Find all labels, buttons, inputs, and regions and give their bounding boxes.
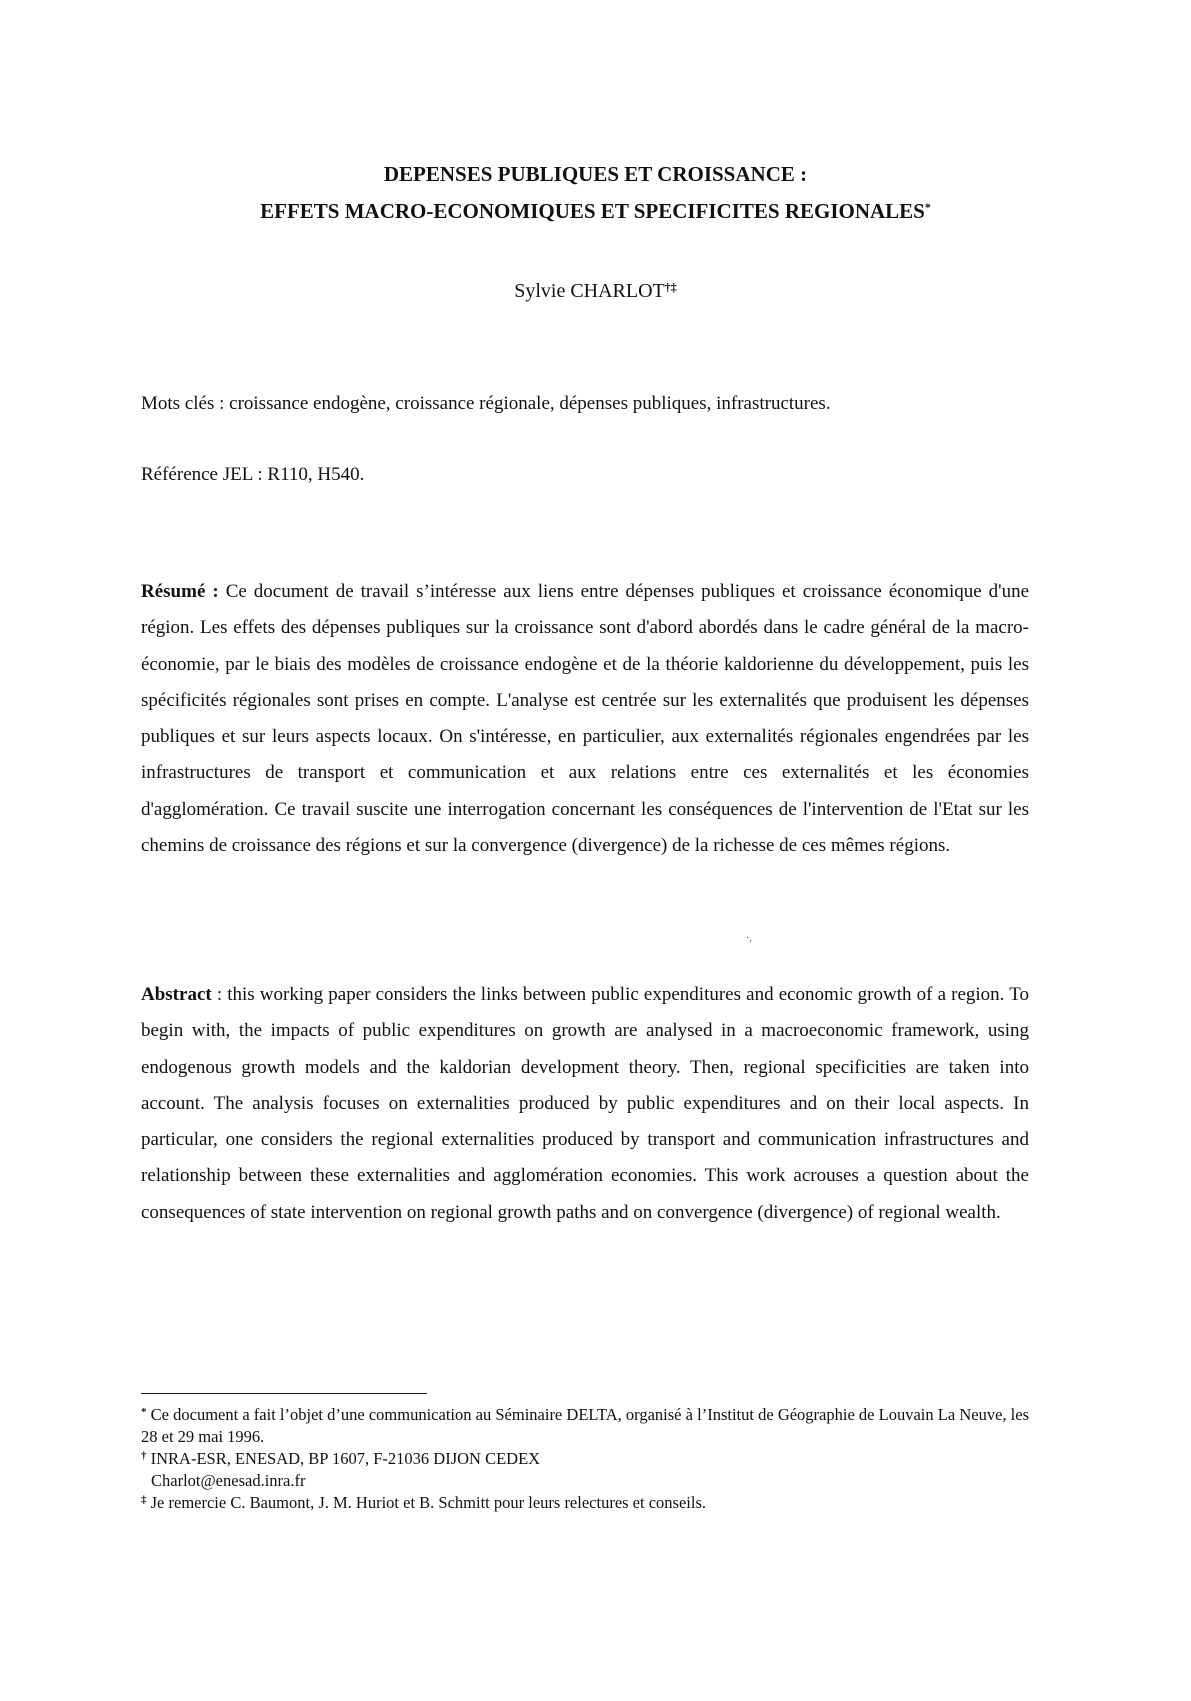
footnote-2 (141, 1448, 1029, 1470)
paper-title (0, 156, 1191, 230)
abstract-paragraph (141, 977, 1029, 1231)
footnote-2-email: Charlot@enesad.inra.fr (151, 1471, 306, 1490)
footnote-3 (141, 1492, 1029, 1514)
resume-paragraph (141, 574, 1029, 864)
abstract-text: : this working paper considers the links between public expenditures and economic growth of a region. To begin with, the impacts of public expenditures on growth are analysed in a macroeconomic framework, using endogenous growth models and the kaldorian development theory. Then, regional specificities are taken into account. The analysis focuses on externalities produced by public expenditures and on their local aspects. In particular, one considers the regional externalities produced by transport and communication infrastructures and relationship between these externalities and agglomération economies. This work acrouses a question about the consequences of state intervention on regional growth paths and on convergence (divergence) of regional wealth. (141, 984, 1029, 1223)
footnote-divider (141, 1393, 427, 1394)
footnote-3-text: Je remercie C. Baumont, J. M. Huriot et B. Schmitt pour leurs relectures et conseils. (146, 1493, 707, 1512)
resume-label: Résumé : (141, 581, 219, 602)
footnote-3-mark: ‡ (141, 1494, 147, 1506)
title-footnote-mark: * (924, 200, 931, 214)
footnote-1-text: Ce document a fait l’objet d’une communication au Séminaire DELTA, organisé à l’Institut de Géographie de Louvain La Neuve, les 28 et 29 mai 1996. (141, 1405, 1029, 1446)
jel-reference: Référence JEL : R110, H540. (141, 464, 365, 485)
footnote-2-text: INRA-ESR, ENESAD, BP 1607, F-21036 DIJON CEDEX (146, 1449, 541, 1468)
author-line (0, 278, 1191, 304)
title-line-2-text: EFFETS MACRO-ECONOMIQUES ET SPECIFICITES REGIONALES (260, 199, 925, 223)
author-footnote-marks: †‡ (664, 280, 677, 294)
title-line-1: DEPENSES PUBLIQUES ET CROISSANCE : (383, 162, 808, 186)
keywords: Mots clés : croissance endogène, croissance régionale, dépenses publiques, infrastructures. (141, 393, 831, 414)
resume-text: Ce document de travail s’intéresse aux liens entre dépenses publiques et croissance économique d'une région. Les effets des dépenses publiques sur la croissance sont d'abord abordés dans le cadre général de la macro-économie, par le biais des modèles de croissance endogène et de la théorie kaldorienne du développement, puis les spécificités régionales sont prises en compte. L'analyse est centrée sur les externalités que produisent les dépenses publiques et sur leurs aspects locaux. On s'intéresse, en particulier, aux externalités régionales engendrées par les infrastructures de transport et communication et aux relations entre ces externalités et les économies d'agglomération. Ce travail suscite une interrogation concernant les conséquences de l'intervention de l'Etat sur les chemins de croissance des régions et sur la convergence (divergence) de la richesse de ces mêmes régions. (141, 581, 1030, 857)
footnotes (141, 1404, 1029, 1514)
footnote-2-mark: † (141, 1450, 147, 1462)
footnote-1-mark: * (141, 1406, 147, 1418)
author-name: Sylvie CHARLOT (514, 280, 665, 302)
abstract-label: Abstract (141, 984, 212, 1005)
stray-mark: ·, (746, 933, 752, 944)
title-line-2 (0, 193, 1191, 230)
footnote-1 (141, 1404, 1029, 1448)
